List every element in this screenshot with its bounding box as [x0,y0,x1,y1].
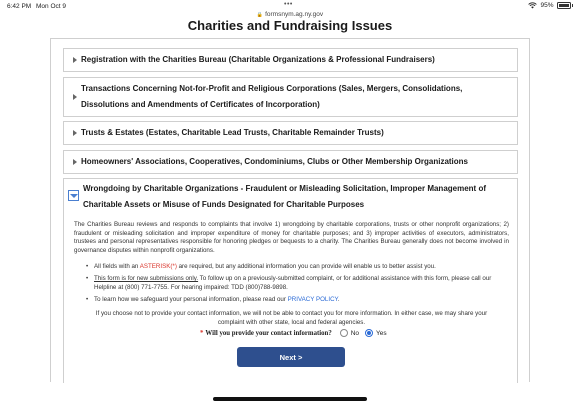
caret-down-icon [68,190,79,201]
instructions-list [86,263,506,308]
required-asterisk: * [200,329,204,337]
contact-question [200,329,393,337]
accordion-homeowners[interactable] [63,150,518,174]
accordion-trusts-estates[interactable] [63,121,518,145]
radio-yes[interactable] [365,329,373,337]
section-description: The Charities Bureau reviews and responds to complaints that involve 1) wrongdoing by charitable corporations, trusts or other nonprofit organizations; 2) fraudulent or misleading solicitation and improper expenditure of money for charitable purposes; and 3) improper activities of executors, administrators, trustees and personal representatives responsible for honoring pledges or bequests to a charity. The Charities Bureau generally does not become involved in governance disputes within nonprofit organizations. [74,221,509,254]
privacy-policy-link[interactable]: PRIVACY POLICY [287,295,338,303]
battery-icon [557,2,571,9]
lock-icon: 🔒 [256,12,264,18]
radio-no[interactable] [340,329,348,337]
battery-nub [572,4,574,7]
wifi-icon [528,2,537,9]
radio-label: Yes [376,329,387,337]
caret-right-icon [73,57,77,63]
caret-right-icon [73,159,77,165]
next-button[interactable]: Next > [237,347,345,367]
list-item: • All fields with an ASTERISK(*) are required, but any additional information you can provide will enable us to better assist you. [86,263,506,272]
status-indicators [528,2,573,9]
status-time: 6:42 PM [7,3,32,10]
accordion-transactions[interactable] [63,77,518,117]
accordion-header-wrongdoing[interactable] [64,179,517,211]
accordion-label: Homeowners' Associations, Cooperatives, Condominiums, Clubs or Other Membership Organizations [81,157,469,166]
accordion-label: Registration with the Charities Bureau (Charitable Organizations & Professional Fundraisers) [81,55,435,64]
form-container [50,38,530,382]
accordion-wrongdoing [63,178,518,383]
radio-label: No [350,329,360,337]
list-item: • This form is for new submissions only. To follow up on a previously-submitted complaint, or for additional assistance with this form, please call our Helpline at (800) 771-7755. For hearing impaired: TDD (800)788-9898. [86,275,506,292]
question-label: Will you provide your contact information? [205,329,332,337]
battery-percent: 95% [540,2,554,9]
asterisk-note: ASTERISK(*) [139,263,177,270]
home-indicator[interactable] [213,397,367,401]
multitasking-dots-icon[interactable]: ••• [284,1,293,8]
page-title: Charities and Fundraising Issues [187,18,393,33]
contact-notice: If you choose not to provide your contact information, we will not be able to contact you for more information. In either case, we may share your complaint with other state, local and federal agencies. [95,310,488,326]
new-submissions-note: This form is for new submissions only. [94,275,199,282]
accordion-label: Trusts & Estates (Estates, Charitable Lead Trusts, Charitable Remainder Trusts) [81,128,384,137]
caret-right-icon [73,130,77,136]
radio-option-yes[interactable] [365,329,387,337]
list-item: • To learn how we safeguard your personal information, please read our PRIVACY POLICY. [86,296,506,305]
accordion-label: Wrongdoing by Charitable Organizations - Fraudulent or Misleading Solicitation, Improper Management of Charitable Assets or Misuse of Funds Designated for Charitable Purposes [83,184,486,209]
accordion-label: Transactions Concerning Not-for-Profit and Religious Corporations (Sales, Mergers, Consolidations, Dissolutions and Amendments of Certificates of Incorporation) [81,84,463,109]
radio-option-no[interactable] [340,329,359,337]
accordion-registration[interactable] [63,48,518,72]
contact-radio-group [340,329,393,337]
caret-right-icon [73,94,77,100]
url-text: formsnym.ag.ny.gov [265,11,324,18]
status-date: Mon Oct 9 [36,3,66,10]
